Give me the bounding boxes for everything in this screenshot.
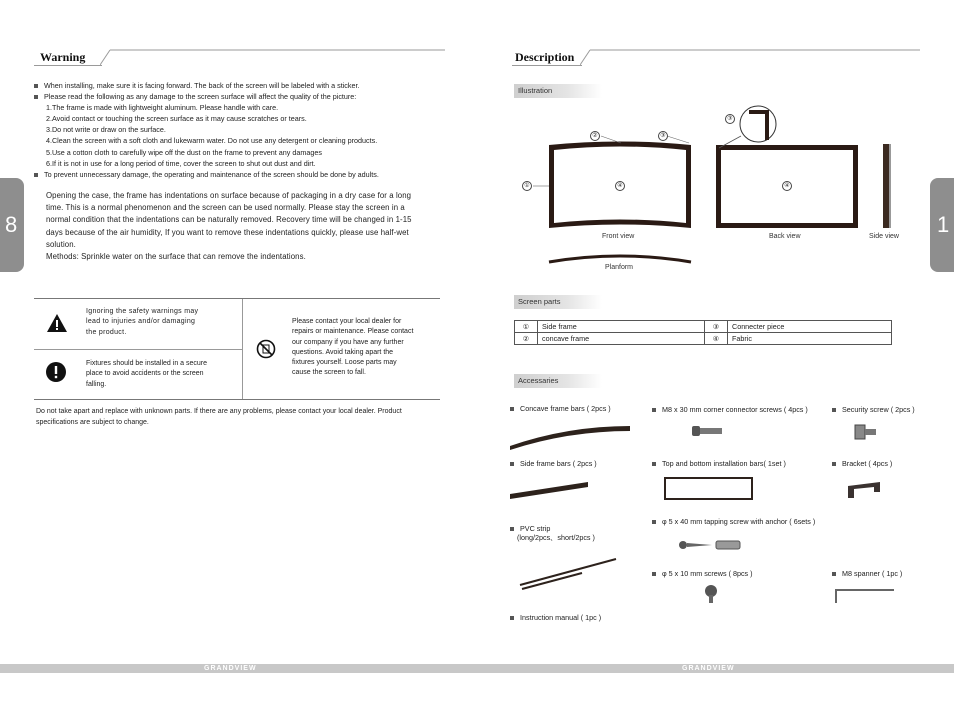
part-name: Fabric <box>728 333 892 345</box>
safety-box-divider-v <box>242 299 243 399</box>
description-title: Description <box>515 50 575 64</box>
acc-tapping-screw: φ 5 x 40 mm tapping screw with anchor ( 6sets ) <box>652 517 815 526</box>
bullet-icon <box>34 84 38 88</box>
safety-box <box>34 298 440 400</box>
safety-box-divider-h <box>34 349 242 350</box>
bullet-icon <box>652 520 656 524</box>
illustration-label: Illustration <box>514 84 602 98</box>
warning-title: Warning <box>40 50 86 64</box>
part-name: concave frame <box>538 333 705 345</box>
indentation-paragraph: Opening the case, the frame has indentations on surface because of packaging in a dry case for a long time. This is a normal phenomenon and the screen can be used normally. Please stay the screen in a normal condition that the indentations can be naturally removed. Recovery time will be changed in 1-15 days because of the air humidity, If you want to remove these indentations quickly, please use half-wet solution. Methods: Sprinkle water on the surface that can remove the indentations. <box>46 191 412 262</box>
bullet-icon <box>832 462 836 466</box>
warning-triangle-icon <box>46 313 68 333</box>
bracket-image <box>846 478 886 500</box>
part-num: ③ <box>705 321 728 333</box>
bullet-icon <box>510 407 514 411</box>
accessories-label: Accessaries <box>514 374 602 388</box>
part-name: Side frame <box>538 321 705 333</box>
list-item: 6.If it is not in use for a long period of time, cover the screen to shut out dust and dirt. <box>46 158 316 168</box>
page-number-left: 8 <box>5 212 18 237</box>
acc-pvc-strip: PVC strip (long/2pcs、short/2pcs ) <box>510 524 595 542</box>
acc-small-screws: φ 5 x 10 mm screws ( 8pcs ) <box>652 569 753 578</box>
caption-planform: Planform <box>605 264 634 271</box>
part-num: ④ <box>705 333 728 345</box>
marker-4-front: ④ <box>615 181 625 191</box>
page-number-right: 1 <box>937 212 950 237</box>
part-name: Connecter piece <box>728 321 892 333</box>
bullet-icon <box>832 408 836 412</box>
acc-security-screw: Security screw ( 2pcs ) <box>832 405 915 414</box>
part-num: ② <box>515 333 538 345</box>
installation-bars-image <box>664 477 754 501</box>
warning-list <box>34 80 444 180</box>
warning-text-1: Ignoring the safety warnings may lead to injuries and/or damaging the product. <box>86 308 199 336</box>
acc-bracket: Bracket ( 4pcs ) <box>832 459 892 468</box>
list-item: 4.Clean the screen with a soft cloth and lukewarm water. Do not use any detergent or cleaning products. <box>46 136 378 146</box>
screen-parts-label: Screen parts <box>514 295 602 309</box>
bullet-icon <box>510 527 514 531</box>
parts-table <box>514 320 892 345</box>
warning-title-underline <box>34 65 102 66</box>
list-item: 3.Do not write or draw on the surface. <box>46 125 166 135</box>
bullet-icon <box>34 95 38 99</box>
bullet-icon <box>510 462 514 466</box>
warning-text-3: Please contact your local dealer for repairs or maintenance. Please contact our company if you have any further questions. Avoid taking apart the fixtures yourself. Loose parts may cause the screen to fall. <box>292 318 414 377</box>
bullet-icon <box>652 572 656 576</box>
footnote: Do not take apart and replace with unknown parts. If there are any problems, please contact your local dealer. Product specifications are subject to change. <box>36 408 402 426</box>
caption-side-view: Side view <box>869 233 899 240</box>
side-bar-image <box>508 478 590 500</box>
warning-text-2: Fixtures should be installed in a secure place to avoid accidents or the screen falling. <box>86 360 208 388</box>
list-item: When installing, make sure it is facing forward. The back of the screen will be labeled with a sticker. <box>34 80 444 91</box>
warning-title-rule <box>100 49 445 67</box>
acc-manual: Instruction manual ( 1pc ) <box>510 613 601 622</box>
acc-top-bottom-bars: Top and bottom installation bars( 1set ) <box>652 459 786 468</box>
bullet-icon <box>832 572 836 576</box>
m8-screw-image <box>692 424 724 438</box>
list-item: Please read the following as any damage to the screen surface will affect the quality of the picture: <box>34 91 444 102</box>
list-item: 2.Avoid contact or touching the screen surface as it may cause scratches or tears. <box>46 114 307 124</box>
bullet-icon <box>34 173 38 177</box>
bullet-icon <box>652 408 656 412</box>
marker-3-zoom: ③ <box>725 114 735 124</box>
page-number-tab-right <box>930 178 954 272</box>
marker-2: ② <box>590 131 600 141</box>
bullet-icon <box>652 462 656 466</box>
caption-back-view: Back view <box>769 233 801 240</box>
acc-side-bars: Side frame bars ( 2pcs ) <box>510 459 597 468</box>
pvc-strip-image <box>518 555 618 591</box>
tapping-screw-image <box>678 538 742 552</box>
marker-3-front: ③ <box>658 131 668 141</box>
acc-spanner: M8 spanner ( 1pc ) <box>832 569 902 578</box>
no-disassembly-icon <box>256 339 276 359</box>
table-row <box>515 333 892 345</box>
description-title-rule <box>580 49 920 67</box>
acc-m8-screws: M8 x 30 mm corner connector screws ( 4pcs ) <box>652 405 808 414</box>
spanner-image <box>834 587 896 607</box>
brand-logo-right: GRANDVIEW <box>682 665 735 672</box>
marker-1: ① <box>522 181 532 191</box>
screen-illustration <box>505 100 925 275</box>
description-title-underline <box>512 65 582 66</box>
page-number-tab-left <box>0 178 24 272</box>
small-screw-image <box>700 584 722 604</box>
part-num: ① <box>515 321 538 333</box>
table-row <box>515 321 892 333</box>
list-item: 5.Use a cotton cloth to carefully wipe off the dust on the frame to prevent any damages <box>46 147 322 157</box>
caption-front-view: Front view <box>602 233 635 240</box>
acc-concave-bars: Concave frame bars ( 2pcs ) <box>510 404 611 413</box>
brand-logo-left: GRANDVIEW <box>204 665 257 672</box>
list-item: 1.The frame is made with lightweight aluminum. Please handle with care. <box>46 103 279 113</box>
marker-4-back: ④ <box>782 181 792 191</box>
security-screw-image <box>852 422 878 442</box>
exclamation-icon <box>46 362 66 382</box>
list-item: To prevent unnecessary damage, the operating and maintenance of the screen should be done by adults. <box>34 169 444 180</box>
bullet-icon <box>510 616 514 620</box>
concave-bar-image <box>508 420 633 450</box>
